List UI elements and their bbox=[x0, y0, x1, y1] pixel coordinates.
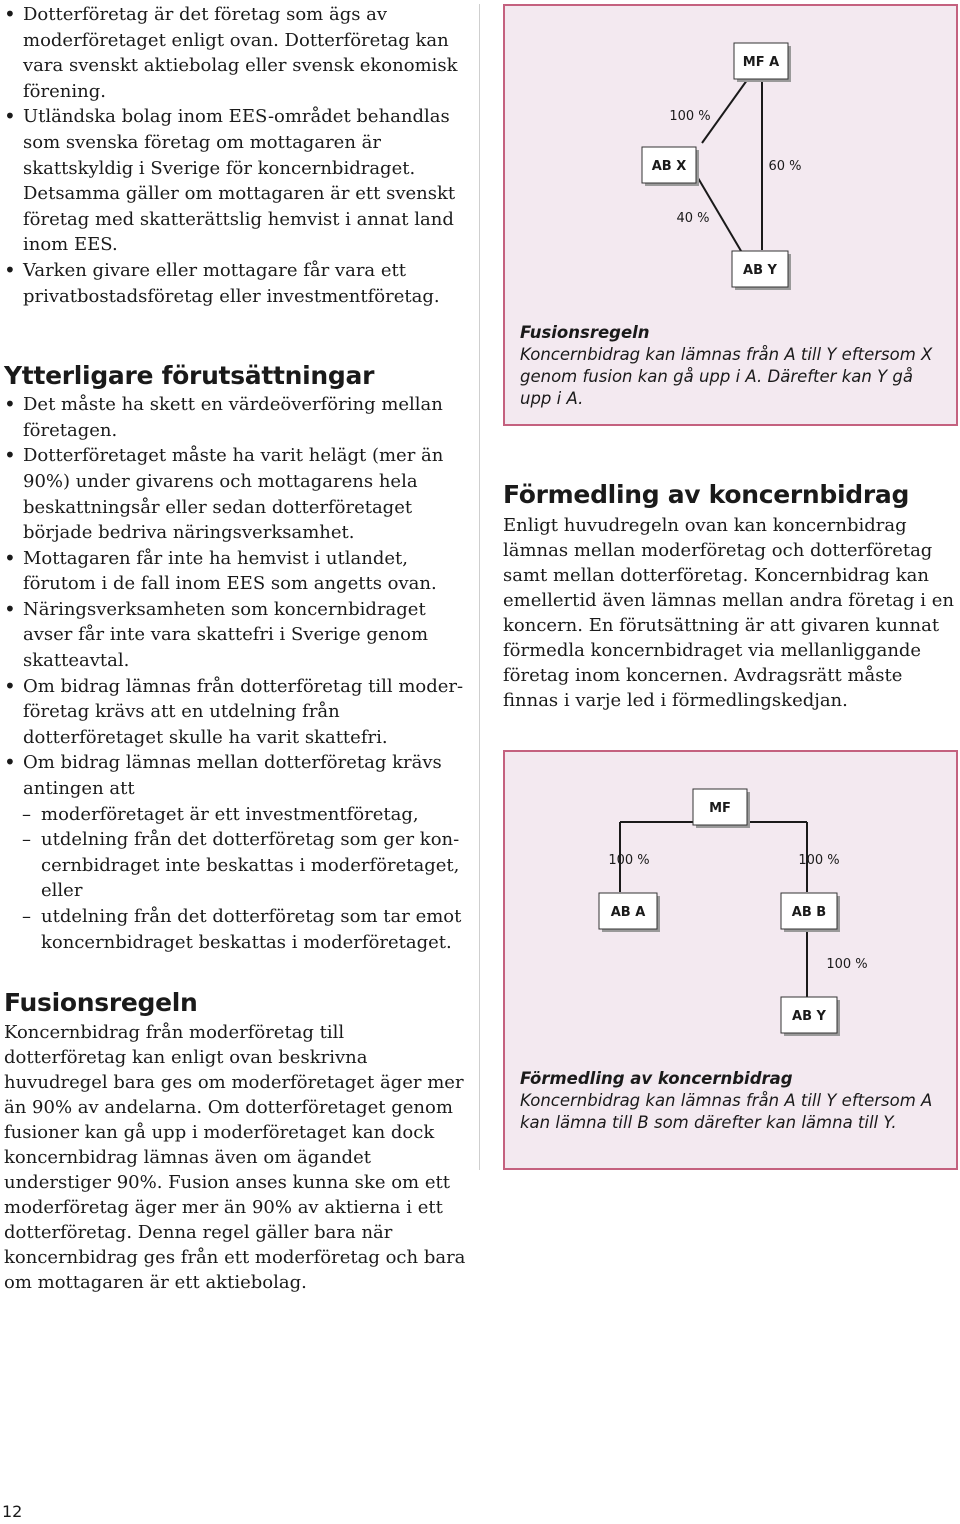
percent-label: 100 % bbox=[798, 853, 840, 868]
node-label: AB B bbox=[791, 905, 827, 920]
dash-item: – utdelning från det dotterföretag som ger koncernbidraget inte beskattas i moderföretaget, eller bbox=[4, 827, 466, 904]
section-heading-formedling: Förmedling av koncernbidrag bbox=[503, 480, 910, 509]
bullet-item: • Varken givare eller mottagare får vara ett privatbostadsföretag eller investmentföretag. bbox=[4, 258, 466, 309]
node-label: MF A bbox=[742, 55, 780, 70]
formedling-paragraph: Enligt huvudregeln ovan kan koncernbidrag lämnas mellan moderföretag och dotterföretag samt mellan dotterföretag. Koncernbidrag kan emellertid även lämnas mellan andra företag i en koncern. En förutsättning är att givaren kunnat förmedla koncernbidraget via mellanliggande företag inom koncernen. Avdragsrätt måste finnas i varje led i förmedlingskedjan. bbox=[503, 515, 954, 711]
node-label: AB Y bbox=[743, 263, 777, 278]
bullet-item: • Dotterföretag är det företag som ägs av moderföretaget enligt ovan. Dotterföretag kan vara svenskt aktiebolag eller svensk ekonomisk förening. bbox=[4, 2, 466, 104]
node-mf bbox=[693, 789, 750, 828]
bullet-item: • Om bidrag lämnas från dotterföretag till moderföretag krävs att en utdelning från dotterföretaget skulle ha varit skattefri. bbox=[4, 674, 466, 751]
section-heading-fusionsregeln: Fusionsregeln bbox=[4, 988, 198, 1018]
percent-label: 40 % bbox=[676, 211, 710, 226]
page-number: 12 bbox=[2, 1502, 23, 1521]
caption-title: Förmedling av koncernbidrag bbox=[520, 1069, 793, 1088]
node-ab-x bbox=[642, 147, 699, 186]
left-column bbox=[4, 2, 466, 1295]
diagram-caption bbox=[520, 322, 940, 410]
bullet-item: • Det måste ha skett en värdeöverföring mellan företagen. bbox=[4, 392, 466, 443]
node-mf-a bbox=[734, 43, 791, 82]
percent-label: 60 % bbox=[768, 159, 802, 174]
node-label: MF bbox=[709, 801, 731, 816]
section-heading-ytterligare: Ytterligare förutsättningar bbox=[4, 361, 375, 391]
right-column-section bbox=[503, 480, 958, 713]
bullet-item: • Mottagaren får inte ha hemvist i utlandet, förutom i de fall inom EES som angetts ovan. bbox=[4, 546, 466, 597]
bullet-item: • Om bidrag lämnas mellan dotterföretag krävs antingen att bbox=[4, 750, 466, 801]
column-divider bbox=[479, 4, 480, 1170]
diagram-box-formedling bbox=[503, 750, 958, 1170]
node-ab-b bbox=[781, 893, 840, 932]
caption-text: Koncernbidrag kan lämnas från A till Y eftersom A kan lämna till B som därefter kan lämna till Y. bbox=[520, 1091, 933, 1132]
bullet-item: • Utländska bolag inom EES-området behandlas som svenska företag om mottagaren är skattskyldig i Sverige för koncernbidraget. Detsamma gäller om mottagaren är ett svenskt företag med skatterättslig hemvist i annat land inom EES. bbox=[4, 104, 466, 258]
requirements-bullet-list bbox=[4, 392, 466, 802]
bullet-item: • Dotterföretaget måste ha varit helägt (mer än 90%) under givarens och mottagarens hela beskattningsår eller sedan dotterföretaget började bedriva näringsverksamhet. bbox=[4, 443, 466, 545]
bullet-item: • Näringsverksamheten som koncernbidraget avser får inte vara skattefri i Sverige genom skatteavtal. bbox=[4, 597, 466, 674]
caption-text: Koncernbidrag kan lämnas från A till Y eftersom X genom fusion kan gå upp i A. Därefter kan Y gå upp i A. bbox=[520, 345, 933, 408]
node-ab-y bbox=[781, 997, 840, 1036]
caption-title: Fusionsregeln bbox=[520, 323, 650, 342]
diagram-box-fusionsregeln bbox=[503, 4, 958, 426]
dash-item: – utdelning från det dotterföretag som tar emot koncernbidraget beskattas i moderföretaget. bbox=[4, 904, 466, 955]
node-label: AB A bbox=[610, 905, 646, 920]
dash-sub-list bbox=[4, 802, 466, 956]
percent-label: 100 % bbox=[669, 109, 711, 124]
diagram-caption bbox=[520, 1068, 940, 1134]
node-label: AB X bbox=[651, 159, 687, 174]
percent-label: 100 % bbox=[608, 853, 650, 868]
node-ab-y bbox=[732, 251, 791, 290]
percent-label: 100 % bbox=[826, 957, 868, 972]
fusionsregeln-paragraph: Koncernbidrag från moderföretag till dotterföretag kan enligt ovan beskrivna huvudregel bara ges om moderföretaget äger mer än 90% av andelarna. Om dotterföretaget genom fusioner kan gå upp i moderföretaget kan dock koncernbidrag lämnas även om ägandet understiger 90%. Fusion anses kunna ske om ett moderföretag äger mer än 90% av aktierna i ett dotterföretag. Denna regel gäller bara när koncernbidrag ges från ett moderföretag och bara om mottagaren är ett aktiebolag. bbox=[4, 1022, 466, 1294]
dash-item: – moderföretaget är ett investmentföretag, bbox=[4, 802, 466, 828]
intro-bullet-list bbox=[4, 2, 466, 309]
node-ab-a bbox=[599, 893, 660, 932]
node-label: AB Y bbox=[792, 1009, 826, 1024]
